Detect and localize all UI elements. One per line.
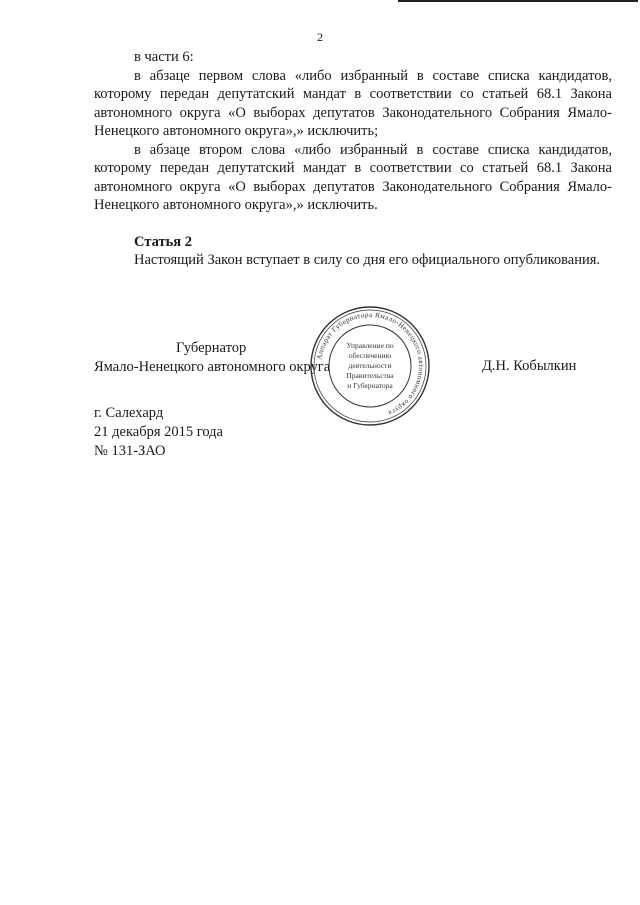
paragraph-part-6: в части 6: bbox=[134, 49, 194, 65]
article-text: Настоящий Закон вступает в силу со дня его официального опубликования. bbox=[134, 252, 601, 268]
signatory-name: Д.Н. Кобылкин bbox=[482, 358, 577, 374]
seal-outer-text: Аппарат Губернатора Ямало-Ненецкого автономного округа bbox=[315, 310, 426, 418]
paragraph-second-subparagraph: в абзаце втором слова «либо избранный в составе списка кандидатов, которому передан депутатский мандат в соответствии со статьей 68.1 Закона автономного округа «О выборах депутатов Законодательного Собрания Ямало-Ненецкого автономного округа»,» исключить. bbox=[94, 141, 612, 213]
footer-date: 21 декабря 2015 года bbox=[94, 424, 223, 440]
official-seal bbox=[308, 304, 432, 428]
seal-inner-line-3: деятельности bbox=[348, 361, 392, 370]
signature-title-line-2: Ямало-Ненецкого автономного округа bbox=[94, 359, 331, 375]
signature-title-line-1: Губернатор bbox=[176, 340, 247, 356]
article-heading: Статья 2 bbox=[134, 233, 192, 250]
signature-title bbox=[94, 339, 330, 377]
seal-inner-line-1: Управление по bbox=[346, 341, 394, 350]
seal-inner-line-5: и Губернатора bbox=[347, 381, 393, 390]
seal-inner-line-4: Правительства bbox=[346, 371, 394, 380]
footer-city: г. Салехард bbox=[94, 405, 164, 421]
paragraph-first-subparagraph: в абзаце первом слова «либо избранный в составе списка кандидатов, которому передан депутатский мандат в соответствии со статьей 68.1 Закона автономного округа «О выборах депутатов Законодательного Собрания Ямало-Ненецкого автономного округа»,» исключить; bbox=[94, 67, 612, 139]
page-number: 2 bbox=[317, 30, 323, 44]
document-footer bbox=[94, 404, 223, 461]
scan-edge-line bbox=[398, 0, 638, 2]
footer-number: № 131-ЗАО bbox=[94, 443, 166, 459]
seal-inner-line-2: обеспечению bbox=[348, 351, 392, 360]
document-body bbox=[94, 48, 612, 270]
